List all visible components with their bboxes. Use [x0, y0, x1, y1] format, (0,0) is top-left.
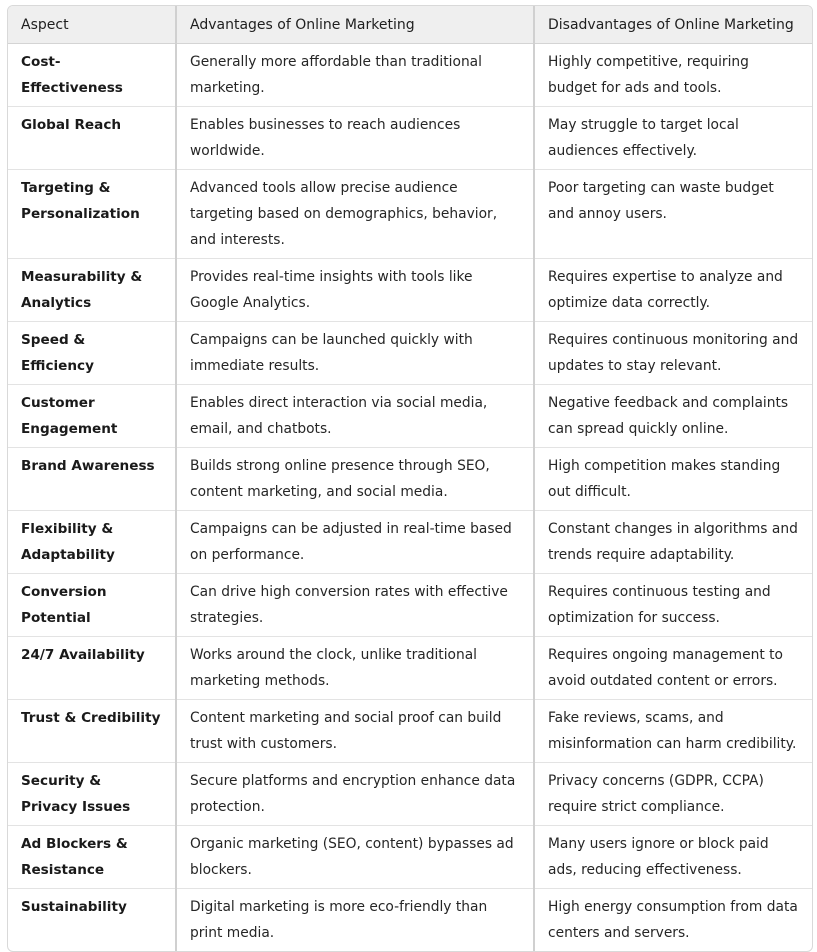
aspect-cell: Speed & Efficiency — [8, 322, 176, 385]
aspect-cell: Customer Engagement — [8, 385, 176, 448]
advantage-cell: Campaigns can be adjusted in real-time based on performance. — [176, 511, 534, 574]
advantage-cell: Provides real-time insights with tools like Google Analytics. — [176, 259, 534, 322]
table-row — [8, 448, 812, 511]
advantage-cell: Organic marketing (SEO, content) bypasses ad blockers. — [176, 826, 534, 889]
comparison-table — [8, 6, 812, 951]
aspect-cell: Measurability & Analytics — [8, 259, 176, 322]
disadvantage-cell: Requires continuous monitoring and updates to stay relevant. — [534, 322, 812, 385]
table-row — [8, 259, 812, 322]
disadvantage-cell: Poor targeting can waste budget and annoy users. — [534, 170, 812, 259]
advantage-cell: Enables direct interaction via social media, email, and chatbots. — [176, 385, 534, 448]
aspect-cell: Ad Blockers & Resistance — [8, 826, 176, 889]
header-row — [8, 6, 812, 44]
table-row — [8, 763, 812, 826]
aspect-cell: Conversion Potential — [8, 574, 176, 637]
aspect-cell: Sustainability — [21, 899, 127, 915]
aspect-cell: Flexibility & Adaptability — [8, 511, 176, 574]
comparison-table-container — [7, 5, 813, 952]
disadvantage-cell: May struggle to target local audiences effectively. — [534, 107, 812, 170]
aspect-cell: Cost-Effectiveness — [8, 44, 176, 107]
column-header-aspect: Aspect — [8, 6, 176, 44]
aspect-cell: Trust & Credibility — [8, 700, 176, 763]
column-header-disadvantages: Disadvantages of Online Marketing — [534, 6, 812, 44]
table-row — [8, 637, 812, 700]
advantage-cell: Enables businesses to reach audiences worldwide. — [176, 107, 534, 170]
table-row — [8, 511, 812, 574]
advantage-cell: Can drive high conversion rates with effective strategies. — [176, 574, 534, 637]
disadvantage-cell: Requires continuous testing and optimization for success. — [534, 574, 812, 637]
disadvantage-cell: High competition makes standing out difficult. — [534, 448, 812, 511]
table-body — [8, 44, 812, 952]
advantage-cell: Secure platforms and encryption enhance data protection. — [176, 763, 534, 826]
table-header — [8, 6, 812, 44]
table-row — [8, 385, 812, 448]
advantage-cell: Advanced tools allow precise audience targeting based on demographics, behavior, and interests. — [176, 170, 534, 259]
table-row — [8, 700, 812, 763]
aspect-cell: Targeting & Personalization — [8, 170, 176, 259]
disadvantage-cell: Requires expertise to analyze and optimize data correctly. — [534, 259, 812, 322]
disadvantage-cell: Privacy concerns (GDPR, CCPA) require strict compliance. — [534, 763, 812, 826]
aspect-cell: Global Reach — [8, 107, 176, 170]
disadvantage-cell: Requires ongoing management to avoid outdated content or errors. — [534, 637, 812, 700]
disadvantage-cell: Constant changes in algorithms and trends require adaptability. — [534, 511, 812, 574]
table-row — [8, 574, 812, 637]
disadvantage-cell: Negative feedback and complaints can spread quickly online. — [534, 385, 812, 448]
aspect-cell: Brand Awareness — [8, 448, 176, 511]
advantage-cell: Works around the clock, unlike traditional marketing methods. — [176, 637, 534, 700]
column-header-advantages: Advantages of Online Marketing — [176, 6, 534, 44]
advantage-cell: Digital marketing is more eco-friendly than print media. — [176, 889, 534, 952]
advantage-cell: Builds strong online presence through SEO, content marketing, and social media. — [176, 448, 534, 511]
aspect-cell: Security & Privacy Issues — [8, 763, 176, 826]
table-row — [8, 44, 812, 107]
advantage-cell: Campaigns can be launched quickly with immediate results. — [176, 322, 534, 385]
table-row — [8, 170, 812, 259]
table-row — [8, 322, 812, 385]
table-row — [8, 107, 812, 170]
advantage-cell: Content marketing and social proof can build trust with customers. — [176, 700, 534, 763]
table-row — [8, 826, 812, 889]
disadvantage-cell: Highly competitive, requiring budget for ads and tools. — [534, 44, 812, 107]
disadvantage-cell: Many users ignore or block paid ads, reducing effectiveness. — [534, 826, 812, 889]
table-row — [8, 889, 812, 952]
aspect-cell: 24/7 Availability — [8, 637, 176, 700]
advantage-cell: Generally more affordable than traditional marketing. — [176, 44, 534, 107]
disadvantage-cell: High energy consumption from data centers and servers. — [534, 889, 812, 952]
disadvantage-cell: Fake reviews, scams, and misinformation can harm credibility. — [534, 700, 812, 763]
